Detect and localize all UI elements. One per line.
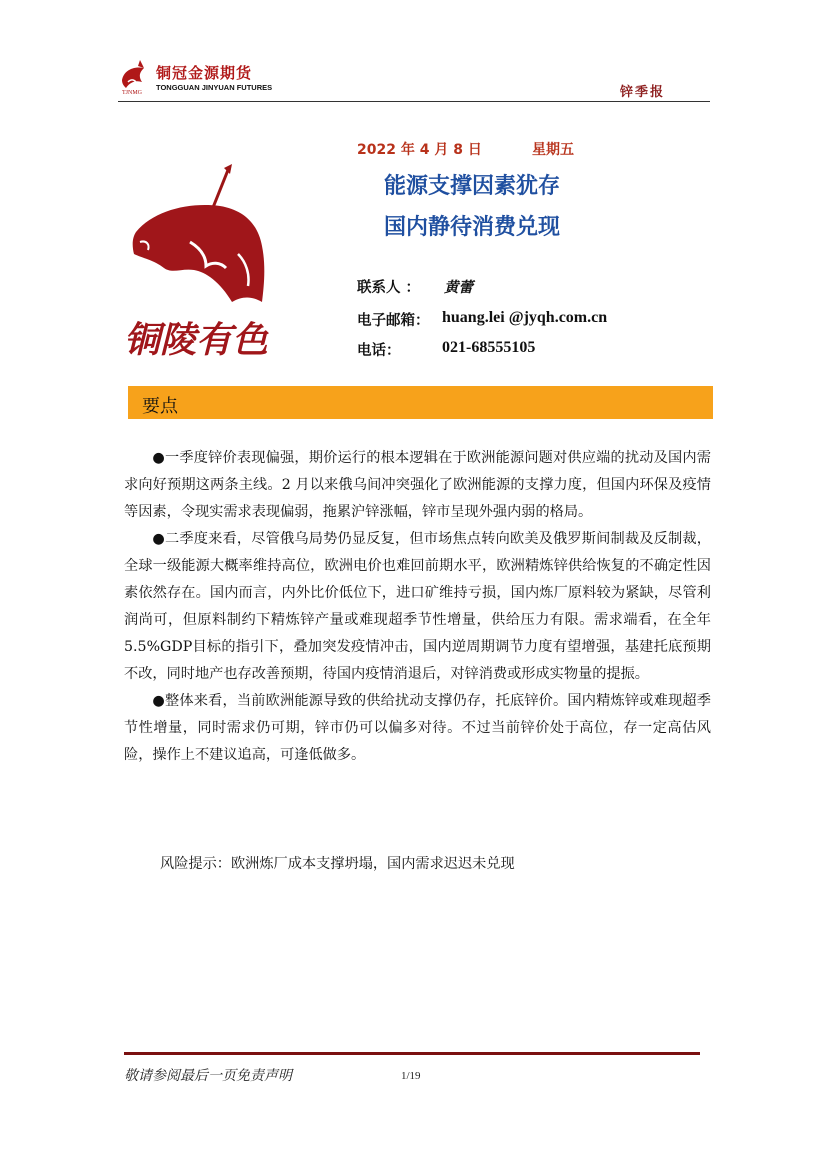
footer-divider [124, 1052, 700, 1055]
emblem-calligraphy: 铜陵有色 [124, 319, 269, 361]
body-paragraph-3: ●整体来看，当前欧洲能源导致的供给扰动支撑仍存，托底锌价。国内精炼锌或难现超季节性增量，同时需求仍可期，锌市仍可以偏多对待。不过当前锌价处于高位，存一定高估风险，操作上不建议追高，可逢低做多。 [124, 693, 711, 763]
section-header-bar [128, 386, 713, 419]
company-logo-icon [118, 58, 152, 94]
report-title-line1: 能源支撑因素犹存 [384, 174, 561, 199]
company-name-cn: 铜冠金源期货 [156, 64, 253, 82]
section-title: 要点 [142, 396, 178, 417]
header-divider [118, 101, 710, 102]
body-paragraph-2: ●二季度来看，尽管俄乌局势仍显反复，但市场焦点转向欧美及俄罗斯间制裁及反制裁，全球一级能源大概率维持高位，欧洲电价也难回前期水平，欧洲精炼锌供给恢复的不确定性因素依然存在。国内而言，内外比价低位下，进口矿维持亏损，国内炼厂原料较为紧缺，尽管利润尚可，但原料制约下精炼锌产量或难现超季节性增量，供给压力有限。需求端看，在全年5.5%GDP目标的指引下，叠加突发疫情冲击，国内逆周期调节力度有望增强，基建托底预期不改，同时地产也存改善预期，待国内疫情消退后，对锌消费或形成实物量的提振。 [124, 531, 711, 682]
report-type: 锌季报 [620, 85, 666, 100]
contact-email-label: 电子邮箱： [357, 312, 430, 329]
contact-name-label: 联系人 ： [357, 279, 421, 296]
contact-email: huang.lei @jyqh.com.cn [442, 309, 608, 326]
contact-phone: 021-68555105 [442, 339, 536, 356]
report-date: 2022 年 4 月 8 日 [357, 142, 482, 158]
body-paragraph-1: ●一季度锌价表现偏强，期价运行的根本逻辑在于欧洲能源问题对供应端的扰动及国内需求向好预期这两条主线。2 月以来俄乌间冲突强化了欧洲能源的支撑力度，但国内环保及疫情等因素，令现实需求表现偏弱，拖累沪锌涨幅，锌市呈现外强内弱的格局。 [124, 450, 711, 520]
emblem-logo [120, 162, 300, 362]
contact-name: 黄蕾 [444, 279, 473, 296]
company-name-en: TONGGUAN JINYUAN FUTURES [156, 83, 273, 92]
report-title-line2: 国内静待消费兑现 [384, 215, 561, 240]
page-number: 1/19 [401, 1070, 421, 1082]
company-abbr: TJNMG [122, 90, 143, 96]
risk-note: 风险提示：欧洲炼厂成本支撑坍塌，国内需求迟迟未兑现 [160, 856, 515, 872]
contact-phone-label: 电话： [357, 342, 401, 359]
report-weekday: 星期五 [532, 142, 574, 158]
body-text [124, 445, 711, 769]
footer-disclaimer: 敬请参阅最后一页免责声明 [124, 1068, 292, 1084]
